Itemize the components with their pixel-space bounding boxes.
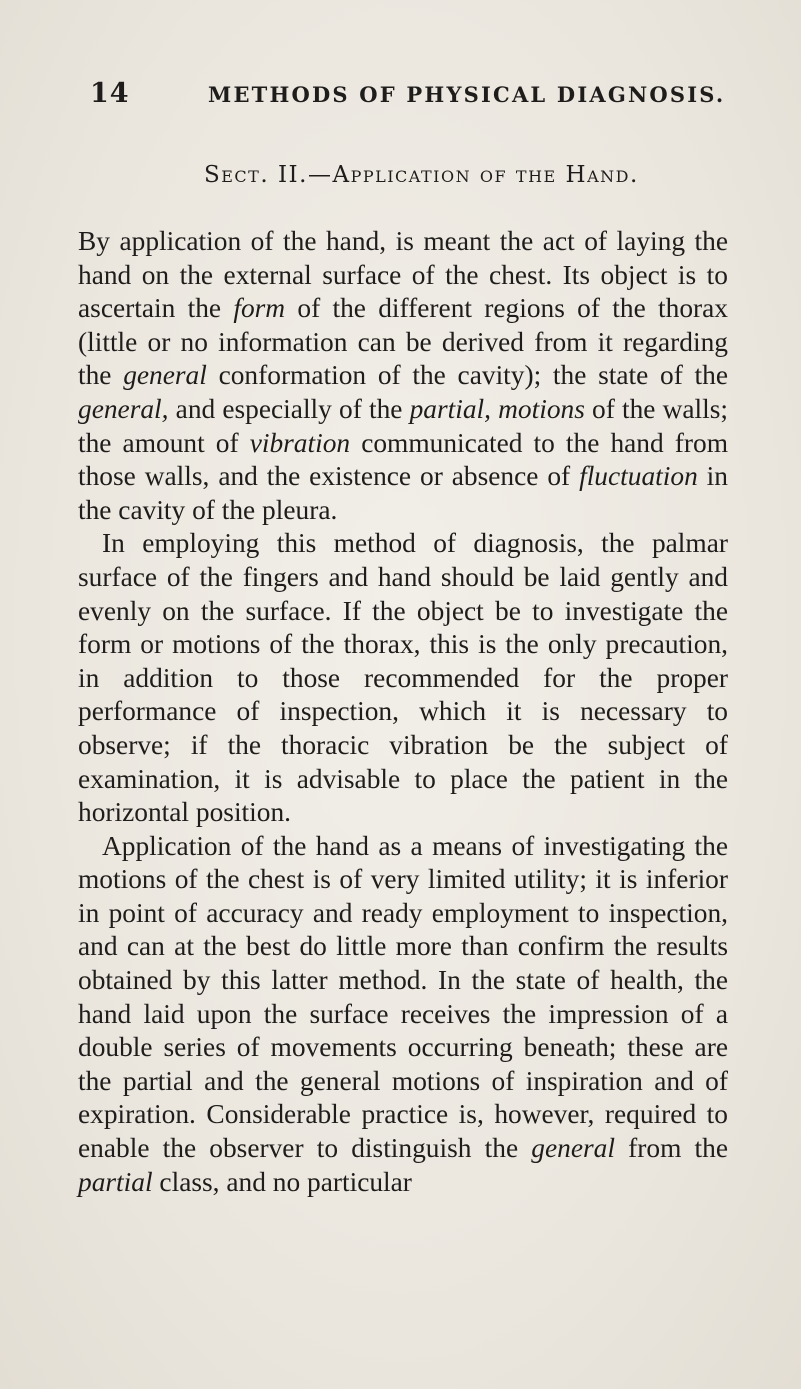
italic-text: vibration	[249, 427, 351, 458]
page-number: 14	[90, 78, 130, 109]
text-run: in the cavity of the pleura.	[78, 461, 728, 525]
text-run: of the walls; the amount of	[78, 393, 728, 458]
text-run: conformation of the cavity); the state of the	[206, 360, 729, 391]
text-run: class, and no particular	[152, 1166, 412, 1197]
paragraph	[78, 527, 728, 829]
text-run: and especially of the	[168, 393, 410, 424]
italic-text: general	[531, 1133, 615, 1164]
text-run: In employing this method of diagnosis, the palmar surface of the fingers and hand should be laid gently and evenly on the surface. If the object be to investigate the form or motions of the thorax, this is the only precaution, in addition to those recommended for the proper performance of inspection, which it is necessary to observe; if the thoracic vibration be the subject of examination, it is advisable to place the patient in the horizontal position.	[78, 528, 728, 828]
italic-text: partial	[78, 1166, 153, 1197]
paragraph	[78, 830, 728, 1200]
section-heading: Sect. II.—Application of the Hand.	[204, 162, 639, 188]
paragraph	[78, 225, 728, 527]
running-title: METHODS OF PHYSICAL DIAGNOSIS.	[208, 82, 726, 107]
italic-text: form	[233, 293, 286, 324]
italic-text: general	[123, 360, 207, 391]
text-run: communicated to the hand from those walls, and the existence or absence of	[78, 427, 729, 492]
running-head	[90, 78, 726, 118]
italic-text: general,	[78, 393, 169, 424]
italic-text: partial, motions	[409, 393, 585, 424]
text-run: of the different regions of the thorax (little or no information can be derived from it regarding the	[78, 293, 728, 391]
body-text	[78, 225, 728, 1199]
text-run: Application of the hand as a means of investigating the motions of the chest is of very limited utility; it is inferior in point of accuracy and ready employment to inspection, and can at the best do little more than confirm the results obtained by this latter method. In the state of health, the hand laid upon the surface receives the impression of a double series of movements occurring beneath; these are the partial and the general motions of inspiration and of expiration. Considerable practice is, however, required to enable the observer to distinguish the	[78, 830, 728, 1164]
text-run: from the	[614, 1133, 729, 1164]
italic-text: fluctuation	[579, 461, 698, 492]
text-run: By application of the hand, is meant the act of laying the hand on the external surface of the chest. Its object is to ascertain the	[78, 226, 728, 324]
